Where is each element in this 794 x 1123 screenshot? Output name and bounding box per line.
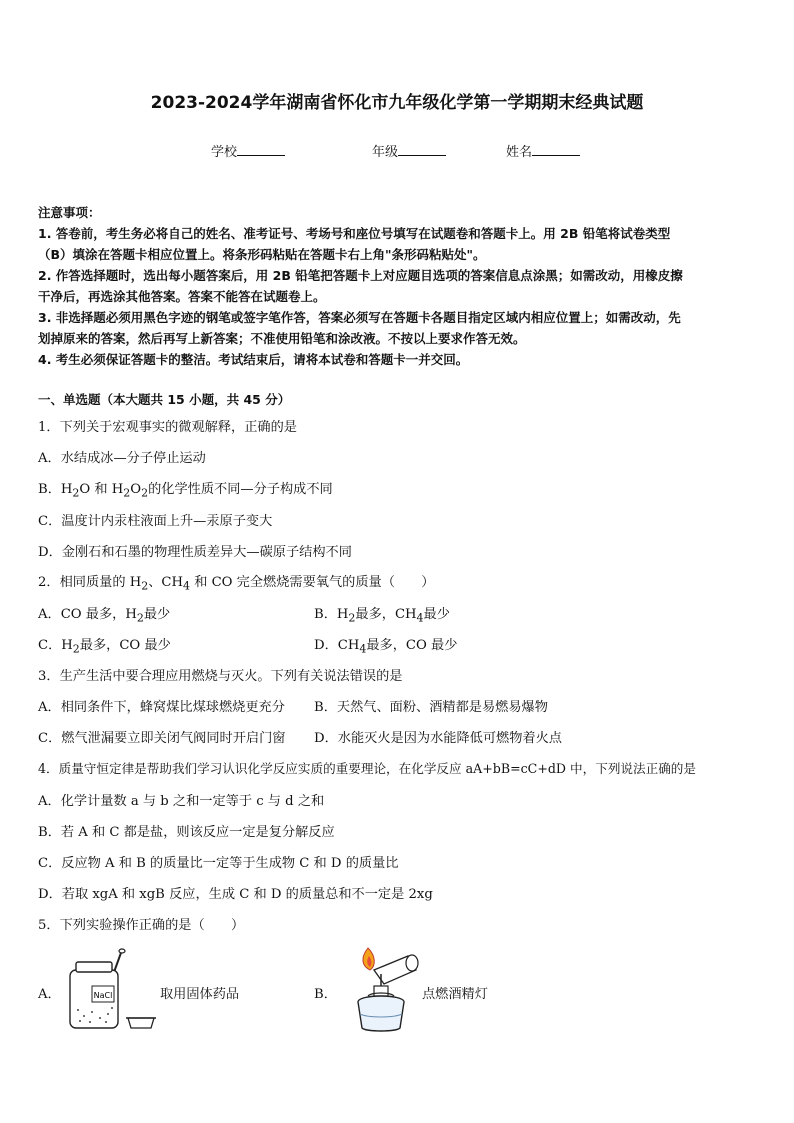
- grade-label: 年级: [372, 145, 399, 160]
- option-a-label: A．: [38, 987, 61, 1002]
- question-stem: 4．质量守恒定律是帮助我们学习认识化学反应实质的重要理论，在化学反应 aA+bB=cC+dD 中，下列说法正确的是: [38, 761, 696, 776]
- option-b: B．$H_2O$ 和 $H_2O_2$的化学性质不同—分子构成不同: [38, 482, 333, 500]
- option-c: C．温度计内汞柱液面上升—汞原子变大: [38, 514, 273, 529]
- jar-label: NaCl: [93, 991, 113, 1000]
- option-b: B．若 A 和 C 都是盐，则该反应一定是复分解反应: [38, 825, 335, 840]
- question-stem: 5．下列实验操作正确的是（ ）: [38, 918, 245, 933]
- notice-line: 3. 非选择题必须用黑色字迹的钢笔或签字笔作答，答案必须写在答题卡各题目指定区域内相应位置上；如需改动，先: [38, 310, 681, 325]
- option-b: B．天然气、面粉、酒精都是易燃易爆物: [314, 700, 548, 715]
- option-c: C．燃气泄漏要立即关闭气阀同时开启门窗: [38, 731, 286, 746]
- alcohol-lamp-illustration: [338, 944, 422, 1036]
- option-b: B．$H_2$最多，$CH_4$最少: [314, 607, 450, 625]
- notice-line: 干净后，再选涂其他答案。答案不能答在试题卷上。: [38, 289, 326, 304]
- page-title: 2023-2024学年湖南省怀化市九年级化学第一学期期末经典试题: [150, 93, 644, 113]
- name-field[interactable]: [506, 141, 580, 160]
- reagent-jar-illustration: [62, 948, 162, 1034]
- question-stem: 3．生产生活中要合理应用燃烧与灭火。下列有关说法错误的是: [38, 669, 403, 684]
- grade-blank[interactable]: [398, 143, 446, 156]
- notice-line: 1. 答卷前，考生务必将自己的姓名、准考证号、考场号和座位号填写在试题卷和答题卡上。用 2B 铅笔将试卷类型: [38, 226, 671, 241]
- option-b-text: 点燃酒精灯: [422, 987, 488, 1002]
- school-label: 学校: [211, 145, 238, 160]
- option-a-text: 取用固体药品: [160, 987, 240, 1002]
- notice-line: 2. 作答选择题时，选出每小题答案后，用 2B 铅笔把答题卡上对应题目选项的答案信息点涂黑；如需改动，用橡皮擦: [38, 268, 683, 283]
- notice-line: 4. 考生必须保证答题卡的整洁。考试结束后，请将本试卷和答题卡一并交回。: [38, 352, 469, 367]
- school-field[interactable]: [211, 141, 285, 160]
- option-a: A．水结成冰—分子停止运动: [38, 451, 206, 466]
- option-c: C．反应物 A 和 B 的质量比一定等于生成物 C 和 D 的质量比: [38, 856, 399, 871]
- option-d: D．$CH_4$最多，CO 最少: [314, 638, 458, 656]
- option-a: A．相同条件下，蜂窝煤比煤球燃烧更充分: [38, 700, 285, 715]
- grade-field[interactable]: [372, 141, 446, 160]
- question-stem: 2．相同质量的 $H_2$、$CH_4$ 和 CO 完全燃烧需要氧气的质量（ ）: [38, 575, 435, 593]
- school-blank[interactable]: [237, 143, 285, 156]
- section-heading: 一、单选题（本大题共 15 小题，共 45 分）: [38, 392, 291, 407]
- name-label: 姓名: [506, 145, 533, 160]
- option-d: D．水能灭火是因为水能降低可燃物着火点: [314, 731, 562, 746]
- option-a: A．化学计量数 a 与 b 之和一定等于 c 与 d 之和: [38, 794, 325, 809]
- option-d: D．金刚石和石墨的物理性质差异大—碳原子结构不同: [38, 545, 352, 560]
- option-d: D．若取 xgA 和 xgB 反应，生成 C 和 D 的质量总和不一定是 2xg: [38, 887, 433, 902]
- notice-heading: 注意事项：: [38, 205, 101, 220]
- notice-line: （B）填涂在答题卡相应位置上。将条形码粘贴在答题卡右上角"条形码粘贴处"。: [38, 247, 486, 262]
- option-a: A．CO 最多，$H_2$最少: [38, 607, 171, 625]
- name-blank[interactable]: [532, 143, 580, 156]
- notice-line: 划掉原来的答案，然后再写上新答案；不准使用铅笔和涂改液。不按以上要求作答无效。: [38, 331, 526, 346]
- option-b-label: B．: [314, 987, 337, 1002]
- option-c: C．$H_2$最多，CO 最少: [38, 638, 171, 656]
- question-stem: 1．下列关于宏观事实的微观解释，正确的是: [38, 420, 297, 435]
